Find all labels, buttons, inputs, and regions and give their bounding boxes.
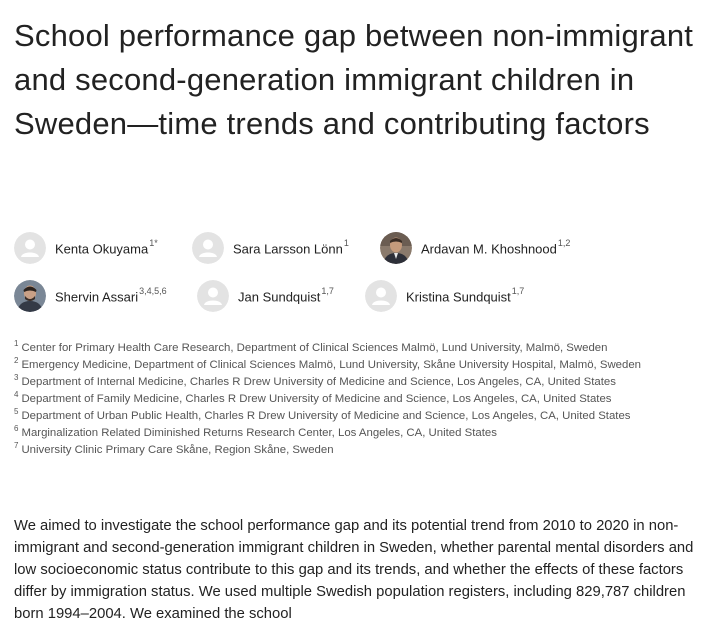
author-photo-icon xyxy=(380,232,412,264)
author-kristina-sundquist[interactable] xyxy=(365,280,524,312)
user-placeholder-icon xyxy=(192,232,224,264)
article-title: School performance gap between non-immigrant and second-generation immigrant children in Sweden—time trends and contributing factors xyxy=(14,18,694,141)
affiliation-item: $^2$ Emergency Medicine, Department of Clinical Sciences Malmö, Lund University, Skåne University Hospital, Malmö, Sweden xyxy=(14,356,642,371)
author-name[interactable]: Jan Sundquist xyxy=(238,289,321,305)
author-name[interactable]: Kristina Sundquist xyxy=(406,289,511,305)
author-affiliation-marker: 1,2 xyxy=(557,237,571,248)
affiliation-item: $^5$ Department of Urban Public Health, Charles R Drew University of Medicine and Science, Los Angeles, CA, United States xyxy=(14,407,631,422)
author-sara-larsson-lonn[interactable] xyxy=(192,232,349,264)
author-affiliation-marker: 3,4,5,6 xyxy=(139,285,167,296)
author-kenta-okuyama[interactable] xyxy=(14,232,158,264)
user-placeholder-icon xyxy=(14,232,46,264)
affiliation-item: $^1$ Center for Primary Health Care Research, Department of Clinical Sciences Malmö, Lund University, Malmö, Sweden xyxy=(14,339,608,354)
author-shervin-assari[interactable] xyxy=(14,280,167,312)
author-photo-icon xyxy=(14,280,46,312)
author-name[interactable]: Kenta Okuyama xyxy=(55,241,149,257)
author-affiliation-marker: 1,7 xyxy=(511,285,525,296)
affiliation-item: $^3$ Department of Internal Medicine, Charles R Drew University of Medicine and Science, Los Angeles, CA, United States xyxy=(14,373,616,388)
abstract-text: We aimed to investigate the school performance gap and its potential trend from 2010 to 2020 in non-immigrant and second-generation immigrant children in Sweden, whether parental mental disorders and low socioeconomic status contribute to this gap and its trends, and whether the effects of these factors differ by immigration status. We used multiple Swedish population registers, including 829,787 children born 1994–2004. We examined the school xyxy=(14,518,694,622)
author-affiliation-marker: 1,7 xyxy=(321,285,334,296)
author-name[interactable]: Sara Larsson Lönn xyxy=(233,241,343,257)
affiliations-list xyxy=(14,340,714,459)
author-affiliation-marker: 1* xyxy=(149,237,158,248)
user-placeholder-icon xyxy=(365,280,397,312)
affiliation-item: $^6$ Marginalization Related Diminished Returns Research Center, Los Angeles, CA, United States xyxy=(14,424,497,439)
author-name[interactable]: Ardavan M. Khoshnood xyxy=(421,241,557,257)
affiliation-item: $^7$ University Clinic Primary Care Skåne, Region Skåne, Sweden xyxy=(14,441,334,456)
affiliation-item: $^4$ Department of Family Medicine, Charles R Drew University of Medicine and Science, Los Angeles, CA, United States xyxy=(14,390,612,405)
author-affiliation-marker: 1 xyxy=(343,237,349,248)
author-name[interactable]: Shervin Assari xyxy=(55,289,139,305)
user-placeholder-icon xyxy=(197,280,229,312)
author-ardavan-khoshnood[interactable] xyxy=(380,232,570,264)
author-jan-sundquist[interactable] xyxy=(197,280,334,312)
